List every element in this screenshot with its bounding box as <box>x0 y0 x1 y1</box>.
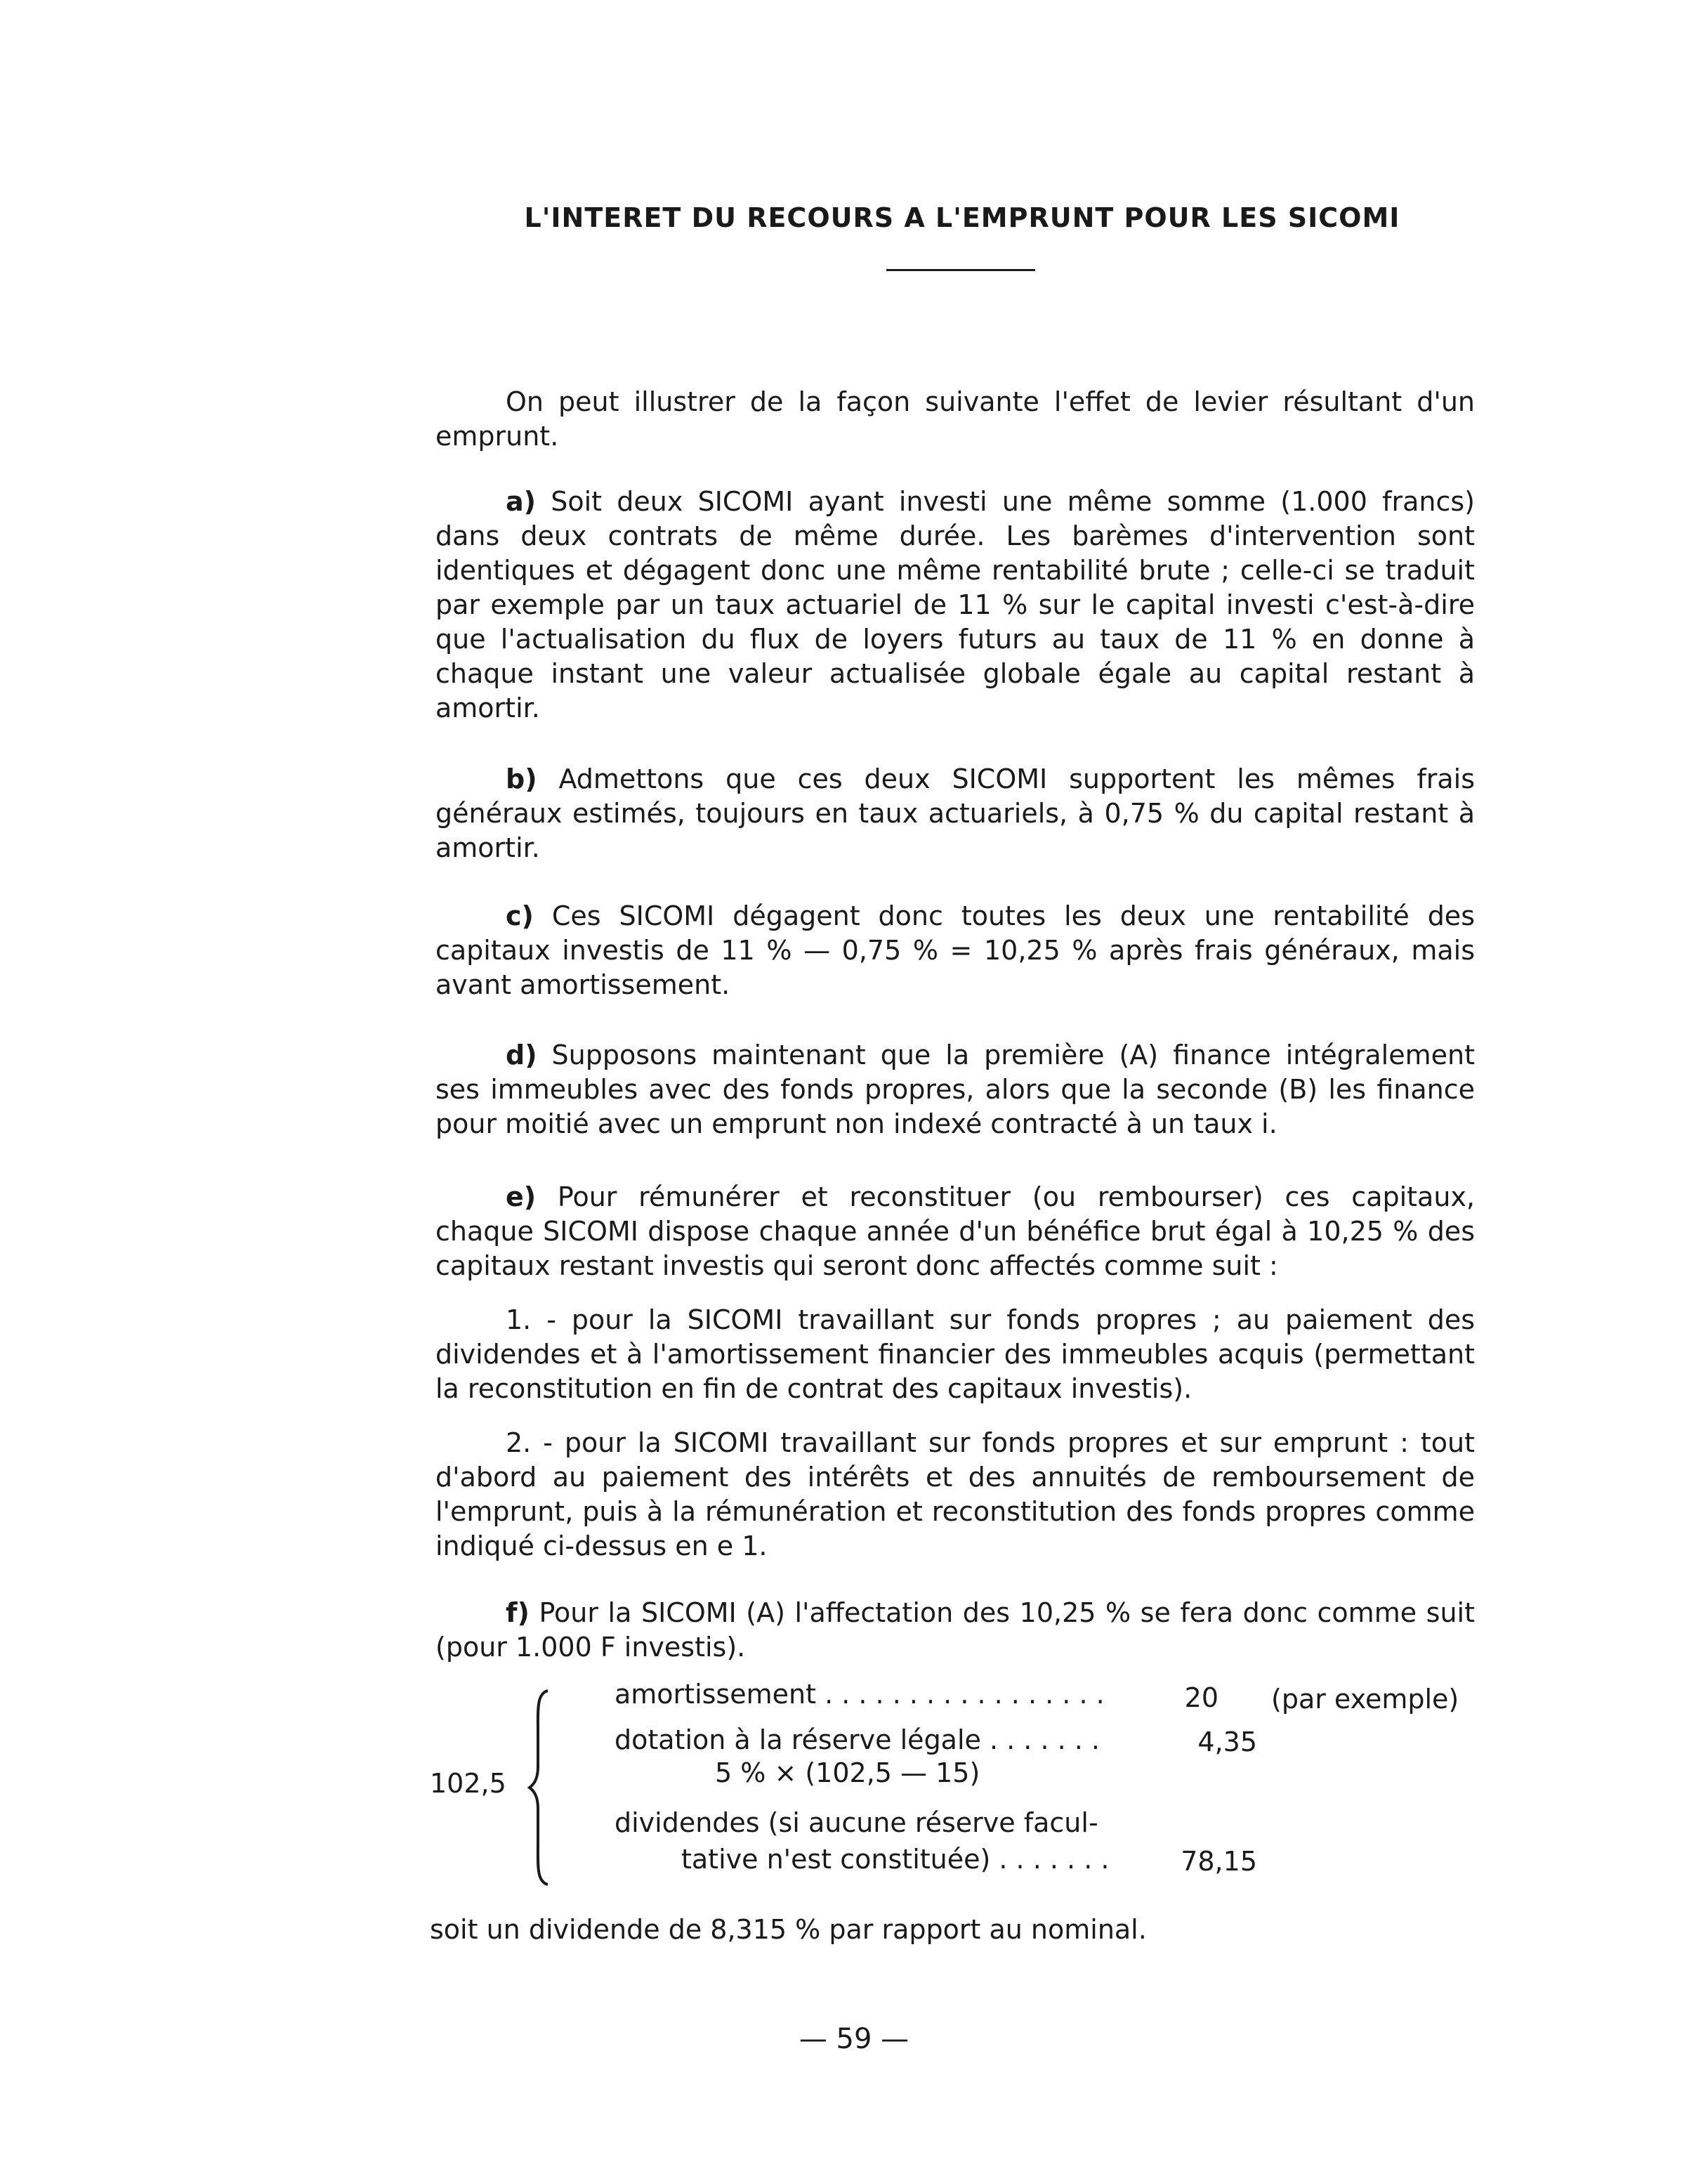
paragraph-c-text: Ces SICOMI dégagent donc toutes les deux une rentabilité des capitaux investis de 11 % — 0,75 % = 10,25 % après frais généraux, mais avant amortissement. <box>435 900 1475 1000</box>
paragraph-b <box>435 762 1475 865</box>
page-title: L'INTERET DU RECOURS A L'EMPRUNT POUR LES SICOMI <box>524 202 1400 233</box>
paragraph-a-text: Soit deux SICOMI ayant investi une même somme (1.000 francs) dans deux contrats de même durée. Les barèmes d'intervention sont identiques et dégagent donc une même rentabilité brute ; celle-ci se traduit par exemple par un taux actuariel de 11 % sur le capital investi c'est-à-dire que l'actualisation du flux de loyers futurs au taux de 11 % en donne à chaque instant une valeur actualisée globale égale au capital restant à amortir. <box>435 486 1475 723</box>
paragraph-b-label: b) <box>506 764 537 794</box>
paragraph-a-label: a) <box>506 486 537 517</box>
title-underline <box>886 269 1035 271</box>
dotation-value: 4,35 <box>1197 1726 1257 1757</box>
paragraph-f-text: Pour la SICOMI (A) l'affectation des 10,25 % se fera donc comme suit (pour 1.000 F investis). <box>435 1597 1475 1663</box>
paragraph-f-label: f) <box>506 1597 530 1628</box>
paragraph-e-label: e) <box>506 1181 537 1212</box>
curly-brace-icon <box>527 1689 555 1886</box>
paragraph-c <box>435 899 1475 1002</box>
conclusion-line: soit un dividende de 8,315 % par rapport au nominal. <box>430 1914 1147 1945</box>
list-item-2: 2. - pour la SICOMI travaillant sur fonds propres et sur emprunt : tout d'abord au paiement des intérêts et des annuités de remboursement de l'emprunt, puis à la rémunération et reconstitution des fonds propres comme indiqué ci-dessus en e 1. <box>435 1427 1475 1561</box>
breakdown-total: 102,5 <box>430 1768 506 1799</box>
paragraph-a <box>435 485 1475 726</box>
intro-paragraph: On peut illustrer de la façon suivante l'effet de levier résultant d'un emprunt. <box>435 386 1475 452</box>
dividendes-label-line-2: tative n'est constituée) . . . . . . . <box>681 1844 1110 1875</box>
dividendes-value: 78,15 <box>1181 1846 1257 1877</box>
dividendes-label-line-1: dividendes (si aucune réserve facul- <box>615 1807 1098 1838</box>
list-item-1: 1. - pour la SICOMI travaillant sur fonds propres ; au paiement des dividendes et à l'amortissement financier des immeubles acquis (permettant la reconstitution en fin de contrat des capitaux investis). <box>435 1304 1475 1404</box>
paragraph-d <box>435 1038 1475 1141</box>
paragraph-c-label: c) <box>506 900 534 931</box>
paragraph-e <box>435 1180 1475 1283</box>
amortissement-value: 20 <box>1184 1682 1218 1713</box>
amortissement-label: amortissement . . . . . . . . . . . . . . . . . <box>615 1679 1105 1710</box>
dotation-formula: 5 % × (102,5 — 15) <box>715 1757 980 1788</box>
paragraph-e-text: Pour rémunérer et reconstituer (ou rembourser) ces capitaux, chaque SICOMI dispose chaque année d'un bénéfice brut égal à 10,25 % des capitaux restant investis qui seront donc affectés comme suit : <box>435 1181 1475 1281</box>
paragraph-f <box>435 1596 1475 1665</box>
paragraph-b-text: Admettons que ces deux SICOMI supportent les mêmes frais généraux estimés, toujours en taux actuariels, à 0,75 % du capital restant à amortir. <box>435 764 1475 863</box>
amortissement-note: (par exemple) <box>1271 1684 1459 1715</box>
dotation-label: dotation à la réserve légale . . . . . . . <box>615 1724 1101 1755</box>
page-number: — 59 — <box>799 2023 909 2055</box>
paragraph-d-label: d) <box>506 1040 537 1070</box>
paragraph-d-text: Supposons maintenant que la première (A) finance intégralement ses immeubles avec des fonds propres, alors que la seconde (B) les finance pour moitié avec un emprunt non indexé contracté à un taux i. <box>435 1040 1475 1139</box>
